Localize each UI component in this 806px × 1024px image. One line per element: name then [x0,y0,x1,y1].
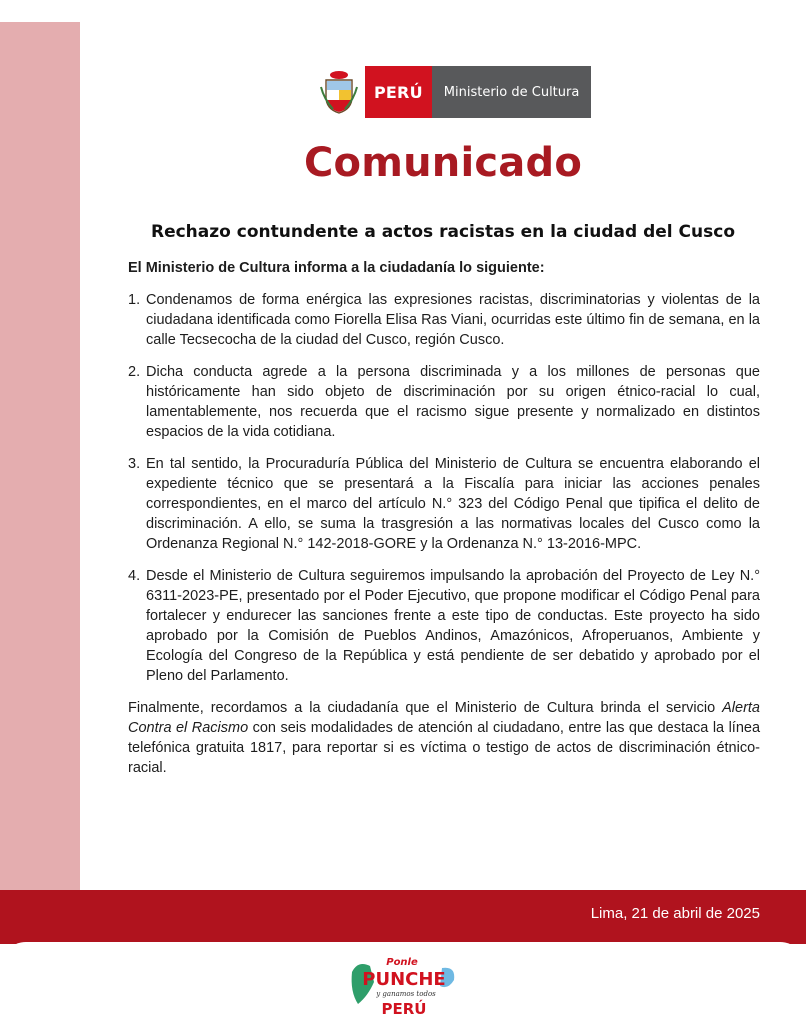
page-subtitle: Rechazo contundente a actos racistas en la ciudad del Cusco [150,222,736,242]
ponle-punche-logo [344,952,460,1022]
list-item [128,362,760,442]
left-decorative-band [0,22,80,890]
item-number: 1. [128,292,141,308]
issue-date: Lima, 21 de abril de 2025 [590,905,760,922]
ministry-name-block: Ministerio de Cultura [432,66,592,118]
item-text: En tal sentido, la Procuraduría Pública del Ministerio de Cultura se encuentra elaborando el expediente técnico que se presentará a la Fiscalía para iniciar las acciones penales correspondientes, en el marco del artículo N.° 323 del Código Penal que tipifica el delito de discriminación. A ello, se suma la trasgresión a las normativas locales del Cusco como la Ordenanza Regional N.° 142-2018-GORE y la Ordenanza N.° 13-2016-MPC. [146,456,760,552]
service-name: Alerta Contra el Racismo [128,700,760,736]
list-item [128,290,760,350]
list-item [128,454,760,554]
communique-body [128,258,760,778]
list-item [128,566,760,686]
campaign-line3: y ganamos todos [376,990,436,998]
campaign-line4: PERÚ [381,1000,427,1018]
item-text: Condenamos de forma enérgica las expresiones racistas, discriminatorias y violentas de la ciudadana identificada como Fiorella Elisa Ras Viani, ocurridas este último fin de semana, en la calle Tecsecocha de la ciudad del Cusco, región Cusco. [146,292,760,348]
page-title: Comunicado [304,140,582,186]
campaign-line1: Ponle [386,957,418,968]
item-number: 3. [128,456,141,472]
peru-brand-block: PERÚ [365,66,432,118]
ministry-header-logo [319,66,591,118]
coat-of-arms-icon [319,69,359,115]
numbered-list [128,290,760,686]
item-number: 2. [128,364,141,380]
closing-paragraph [128,698,760,778]
item-text: Desde el Ministerio de Cultura seguiremos impulsando la aprobación del Proyecto de Ley N.° 6311-2023-PE, presentado por el Poder Ejecutivo, que propone modificar el Código Penal para fortalecer y endurecer las sanciones frente a este tipo de conductas. Este proyecto ha sido aprobado por la Comisión de Pueblos Andinos, Amazónicos, Afroperuanos, Ambiente y Ecología del Congreso de la República y está pendiente de ser debatido y aprobado por el Pleno del Parlamento. [146,568,760,684]
intro-text: El Ministerio de Cultura informa a la ciudadanía lo siguiente: [128,260,545,276]
closing-text-after: con seis modalidades de atención al ciudadano, entre las que destaca la línea telefónica gratuita 1817, para reportar si es víctima o testigo de actos de discriminación étnico-racial. [128,720,761,776]
item-number: 4. [128,568,141,584]
item-text: Dicha conducta agrede a la persona discriminada y a los millones de personas que históricamente han sido objeto de discriminación por su origen étnico-racial lo cual, lamentablemente, nos recuerda que el racismo sigue presente y normalizado en distintos espacios de la vida cotidiana. [146,364,760,440]
campaign-line2: PUNCHE [362,969,446,990]
closing-text-before: Finalmente, recordamos a la ciudadanía que el Ministerio de Cultura brinda el servicio [128,700,723,716]
